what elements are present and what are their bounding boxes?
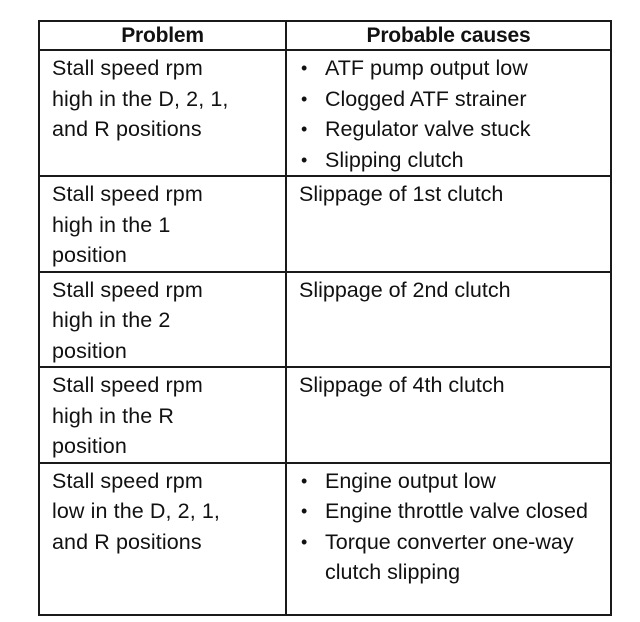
cause-text: Slippage of 1st clutch [299, 182, 504, 206]
problem-text: Stall speed rpm high in the D, 2, 1, and R positions [52, 56, 229, 141]
problem-header: Problem [39, 21, 286, 50]
bullet-icon: • [301, 88, 308, 109]
bullet-icon: • [301, 149, 308, 170]
problem-text: Stall speed rpm high in the R position [52, 373, 203, 458]
problem-cell [39, 272, 286, 368]
cause-text: Slippage of 2nd clutch [299, 277, 511, 302]
table-row [39, 50, 611, 176]
problem-cell [39, 463, 286, 615]
diagnosis-table [38, 20, 612, 616]
causes-cell [286, 176, 611, 272]
cause-text: Slipping clutch [325, 147, 464, 172]
causes-header: Probable causes [286, 21, 611, 50]
table-row [39, 272, 611, 368]
cause-item [301, 145, 604, 176]
cause-text: Engine throttle valve closed [325, 499, 588, 523]
problem-text: Stall speed rpm high in the 1 position [52, 182, 203, 267]
cause-item [301, 114, 604, 145]
table-row [39, 176, 611, 272]
causes-cell [286, 272, 611, 368]
causes-cell [286, 463, 611, 615]
cause-item [301, 527, 604, 588]
bullet-icon: • [301, 501, 308, 521]
bullet-icon: • [301, 470, 308, 491]
table-row [39, 367, 611, 463]
cause-text: Slippage of 4th clutch [299, 373, 505, 397]
problem-text: Stall speed rpm high in the 2 position [52, 277, 203, 363]
cause-text: ATF pump output low [325, 56, 528, 80]
cause-text: Torque converter one-way clutch slipping [325, 529, 574, 584]
causes-cell [286, 367, 611, 463]
problem-cell [39, 176, 286, 272]
problem-cell [39, 50, 286, 176]
cause-item [301, 496, 604, 527]
bullet-icon: • [301, 58, 308, 78]
cause-text: Engine output low [325, 468, 496, 493]
bullet-icon: • [301, 531, 308, 552]
header-row [39, 21, 611, 50]
causes-list [287, 464, 610, 588]
cause-item [301, 466, 604, 497]
cause-text: Regulator valve stuck [325, 117, 531, 141]
problem-text: Stall speed rpm low in the D, 2, 1, and R positions [52, 468, 221, 554]
causes-cell [286, 50, 611, 176]
causes-list [287, 51, 610, 175]
problem-cell [39, 367, 286, 463]
table-row [39, 463, 611, 615]
bullet-icon: • [301, 119, 308, 139]
cause-item [301, 53, 604, 84]
cause-item [301, 84, 604, 115]
cause-text: Clogged ATF strainer [325, 86, 527, 111]
